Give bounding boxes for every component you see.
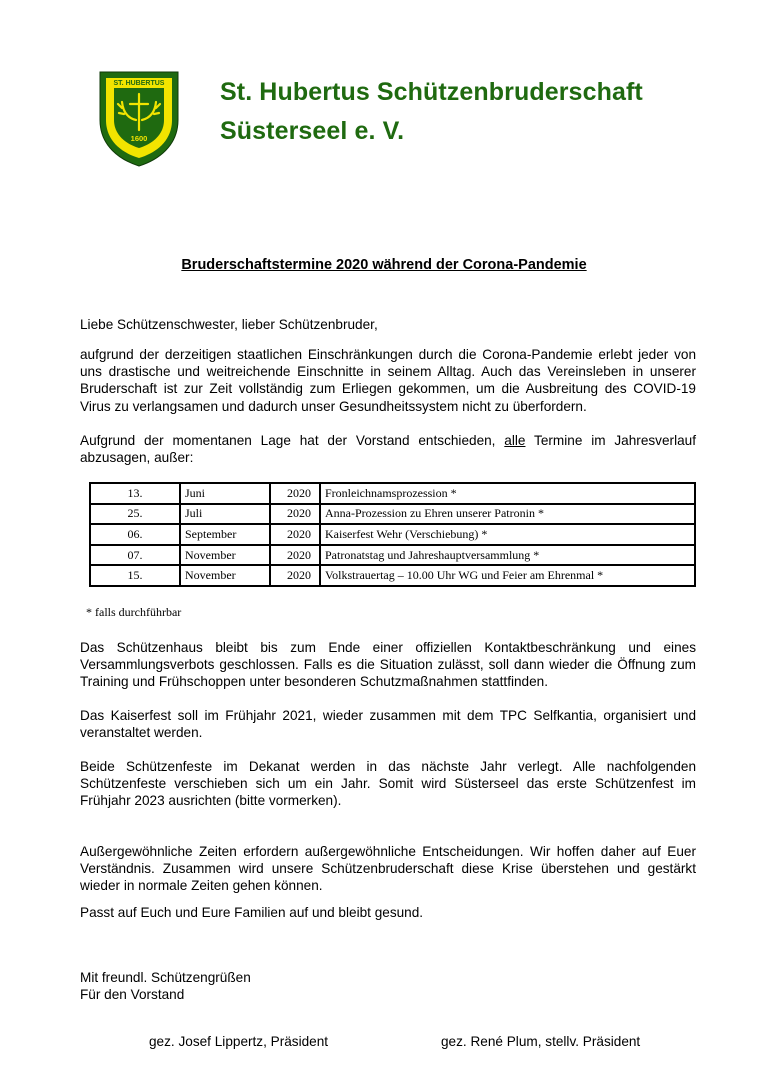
event-title: Fronleichnamsprozession *: [320, 483, 695, 504]
closing-board: Für den Vorstand: [80, 987, 185, 1002]
paragraph-corona-intro: aufgrund der derzeitigen staatlichen Einschränkungen durch die Corona-Pandemie erlebt jeder von uns drastische und weitreichende Einschnitte in seinem Alltag. Auch das Vereinsleben in unserer Bruderschaft ist zur Zeit vollständig zum Erliegen gekommen, um die Ausbreitung des COVID-19 Virus zu verlangsamen und dadurch unser Gesundheitssystem nicht zu überfordern.: [80, 347, 696, 414]
document-title-text: Bruderschaftstermine 2020 während der Corona-Pandemie: [181, 257, 587, 273]
signature-president: gez. Josef Lippertz, Präsident: [149, 1034, 329, 1049]
organization-name-line1: St. Hubertus Schützenbruderschaft: [220, 78, 643, 106]
document-title: [0, 257, 768, 273]
closing-greeting: Mit freundl. Schützengrüßen: [80, 970, 251, 985]
logo-year: 1600: [130, 134, 148, 143]
event-month: November: [180, 545, 270, 566]
paragraph-cancellation-before: Aufgrund der momentanen Lage hat der Vorstand entschieden,: [80, 433, 505, 448]
event-year: 2020: [270, 524, 320, 545]
paragraph-schuetzenfeste: Beide Schützenfeste im Dekanat werden in das nächste Jahr verlegt. Alle nachfolgenden Schützenfeste verschieben sich um ein Jahr. Somit wird Süsterseel das erste Schützenfest im Frühjahr 2023 ausrichten (bitte vormerken).: [80, 759, 696, 809]
paragraph-cancellation-after: Termine im Jahresverlauf abzusagen, außer:: [80, 433, 696, 466]
event-month: November: [180, 565, 270, 586]
brotherhood-crest-logo: [96, 68, 182, 168]
signature-vice-president: gez. René Plum, stellv. Präsident: [441, 1034, 641, 1049]
event-day: 06.: [90, 524, 180, 545]
event-day: 15.: [90, 565, 180, 586]
event-title: Patronatstag und Jahreshauptversammlung *: [320, 545, 695, 566]
paragraph-cancellation-emphasis: alle: [504, 433, 526, 448]
event-month: Juni: [180, 483, 270, 504]
paragraph-extraordinary-times: Außergewöhnliche Zeiten erfordern außergewöhnliche Entscheidungen. Wir hoffen daher auf Euer Verständnis. Zusammen wird unsere Schützenbruderschaft diese Krise überstehen und gestärkt wieder in normale Zeiten gehen können.: [80, 844, 696, 894]
event-month: September: [180, 524, 270, 545]
event-year: 2020: [270, 504, 320, 525]
event-month: Juli: [180, 504, 270, 525]
events-table: [89, 482, 696, 587]
event-year: 2020: [270, 565, 320, 586]
footnote: * falls durchführbar: [86, 605, 182, 619]
event-day: 25.: [90, 504, 180, 525]
event-day: 13.: [90, 483, 180, 504]
paragraph-kaiserfest: Das Kaiserfest soll im Frühjahr 2021, wieder zusammen mit dem TPC Selfkantia, organisiert und veranstaltet werden.: [80, 708, 696, 741]
event-row: [90, 483, 695, 504]
greeting: Liebe Schützenschwester, lieber Schützenbruder,: [80, 317, 378, 332]
event-title: Anna-Prozession zu Ehren unserer Patronin *: [320, 504, 695, 525]
logo-top-text: ST. HUBERTUS: [113, 80, 165, 87]
event-row: [90, 504, 695, 525]
event-title: Kaiserfest Wehr (Verschiebung) *: [320, 524, 695, 545]
organization-name-line2: Süsterseel e. V.: [220, 117, 405, 145]
event-row: [90, 545, 695, 566]
event-title: Volkstrauertag – 10.00 Uhr WG und Feier am Ehrenmal *: [320, 565, 695, 586]
event-year: 2020: [270, 545, 320, 566]
event-year: 2020: [270, 483, 320, 504]
event-row: [90, 524, 695, 545]
event-row: [90, 565, 695, 586]
event-day: 07.: [90, 545, 180, 566]
paragraph-stay-healthy: Passt auf Euch und Eure Familien auf und bleibt gesund.: [80, 905, 424, 920]
paragraph-clubhouse: Das Schützenhaus bleibt bis zum Ende einer offiziellen Kontaktbeschränkung und eines Versammlungsverbots geschlossen. Falls es die Situation zulässt, soll dann wieder die Öffnung zum Training und Frühschoppen unter besonderen Schutzmaßnahmen stattfinden.: [80, 640, 696, 690]
paragraph-cancellation: [80, 432, 696, 466]
